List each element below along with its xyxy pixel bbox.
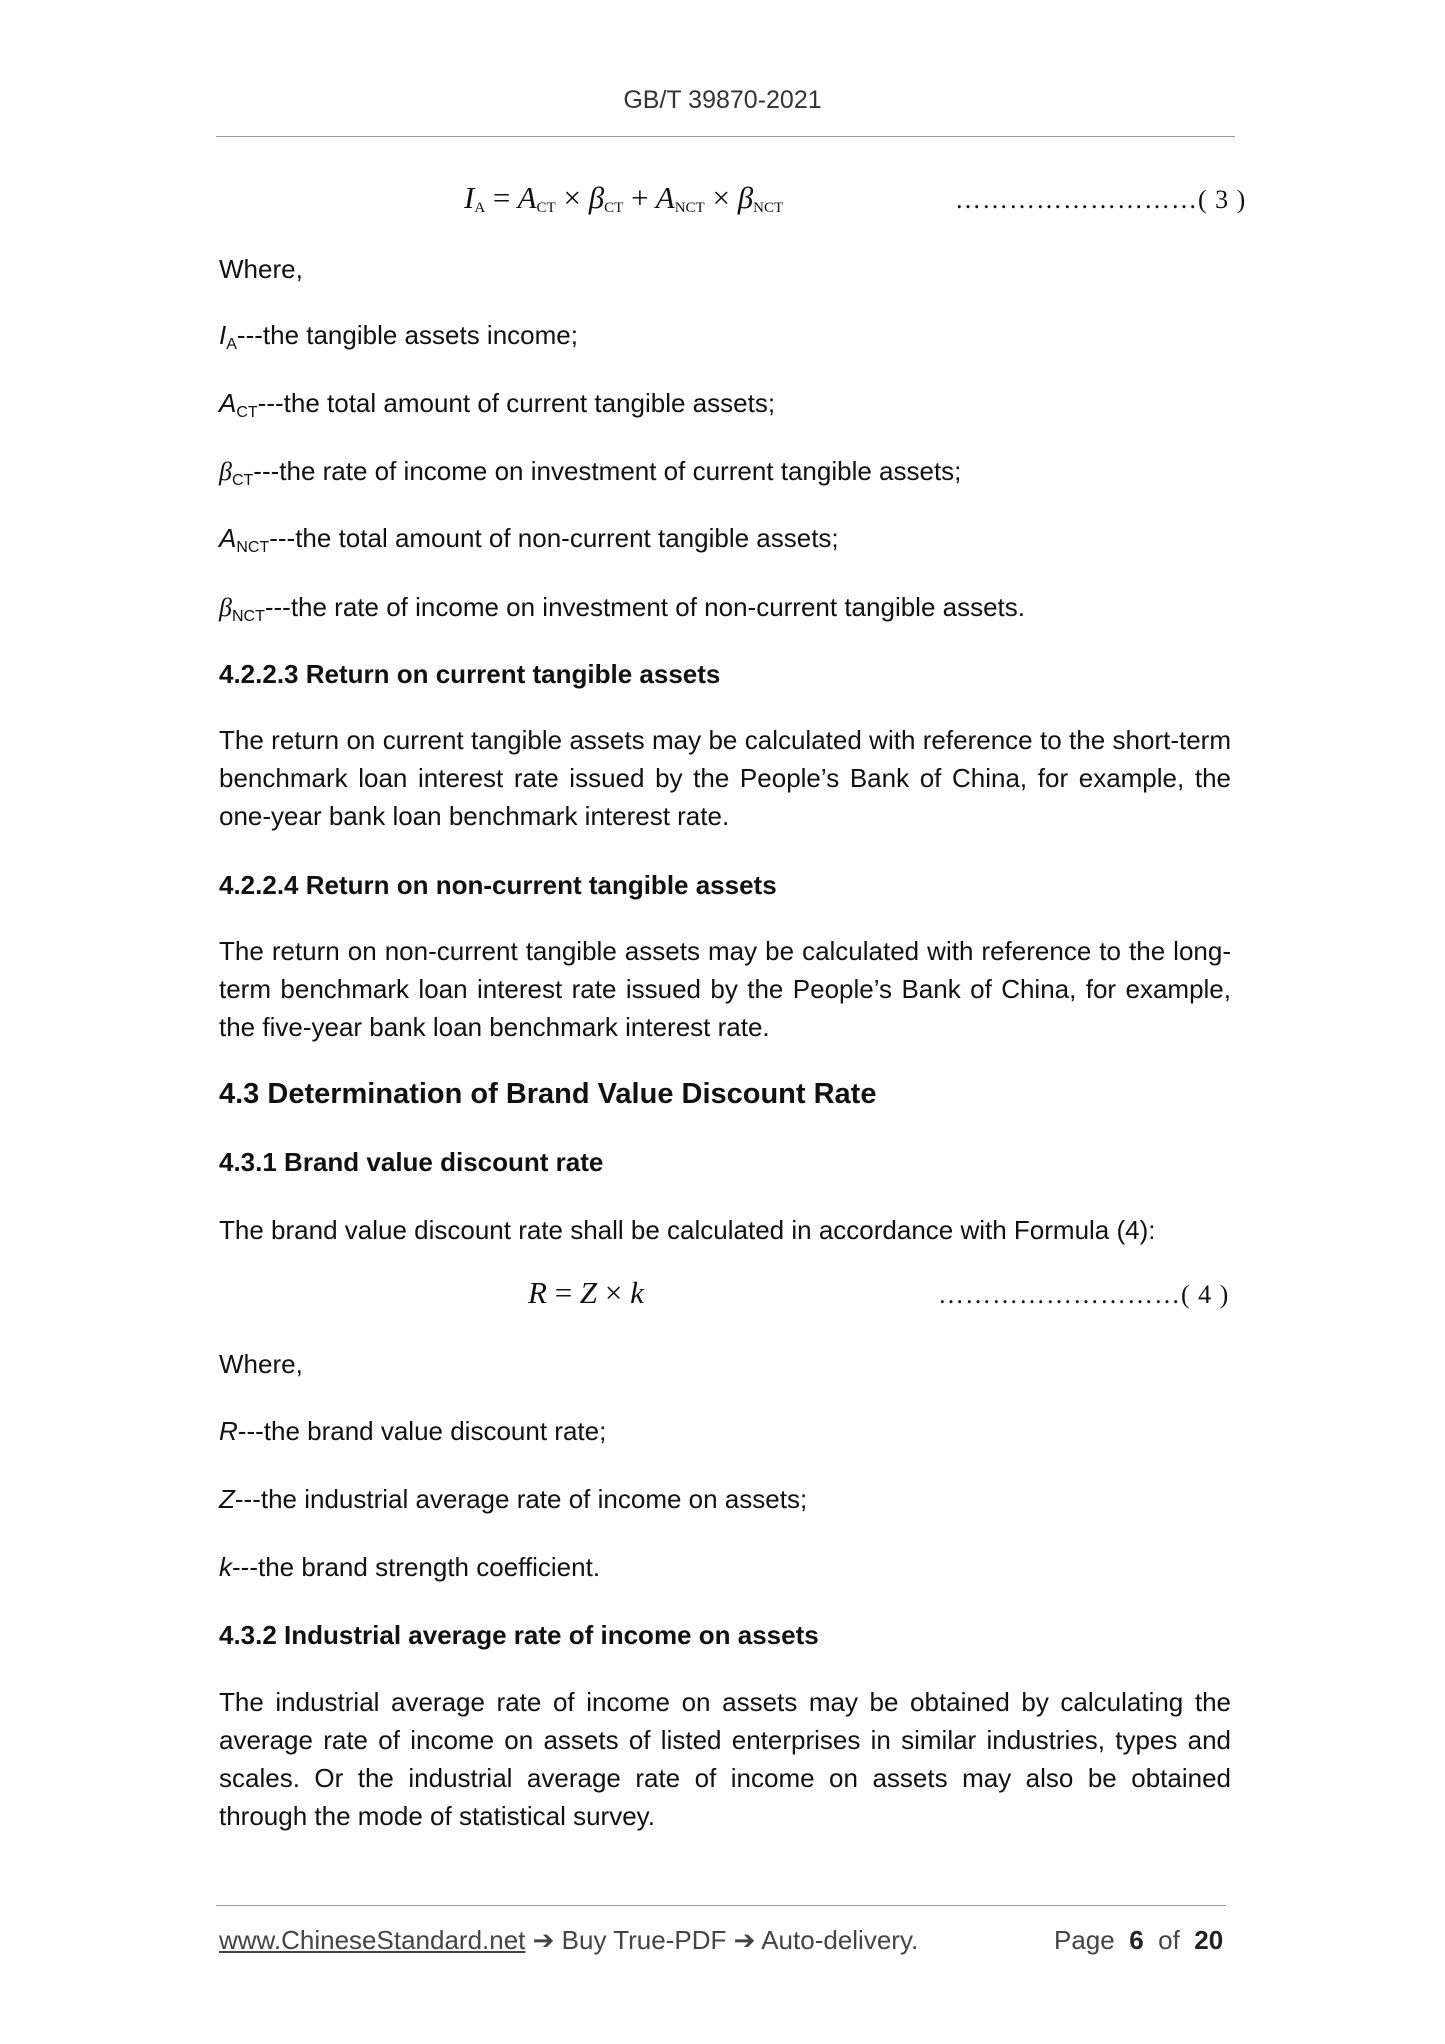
where-label: Where,: [219, 254, 303, 284]
formula-4-number: ………………………( 4 ): [938, 1280, 1230, 1309]
def-bnct: $\beta_{NCT}--$-the rate of income on investment of non-current tangible assets.: [219, 592, 1026, 625]
paragraph-4223: The return on current tangible assets may be calculated with reference to the short-term benchmark loan interest rate issued by the People’s Bank of China, for example, the one-year bank loan benchmark interest rate.: [219, 725, 1231, 831]
formula-3: $I_A = A_{CT} \times \beta_{CT} + A_{NCT} \times \beta_{NCT}$: [464, 180, 784, 216]
heading-4224: 4.2.2.4 Return on non-current tangible assets: [219, 870, 777, 900]
arrow-icon: ➔: [532, 1925, 555, 1955]
def-k: k---the brand strength coefficient.: [219, 1552, 601, 1582]
arrow-icon: ➔: [733, 1925, 756, 1955]
def-anct: $A_{NCT}--$-the total amount of non-current tangible assets;: [219, 523, 839, 556]
footer-site-link[interactable]: www.ChineseStandard.net: [219, 1925, 526, 1955]
def-ia: $I_A--$-the tangible assets income;: [219, 320, 578, 353]
def-z: Z---the industrial average rate of income on assets;: [219, 1484, 808, 1514]
def-bct: $\beta_{CT}--$-the rate of income on investment of current tangible assets;: [219, 456, 962, 489]
footer-divider: [216, 1905, 1226, 1906]
heading-4223: 4.2.2.3 Return on current tangible assets: [219, 659, 721, 689]
page-indicator: Page 6 of 20: [1054, 1925, 1224, 1955]
def-r: R---the brand value discount rate;: [219, 1416, 607, 1446]
heading-43: 4.3 Determination of Brand Value Discount Rate: [219, 1078, 877, 1110]
paragraph-432: The industrial average rate of income on assets may be obtained by calculating the average rate of income on assets of listed enterprises in similar industries, types and scales. Or the industrial average rate of income on assets may also be obtained through the mode of statistical survey.: [219, 1687, 1231, 1831]
heading-431: 4.3.1 Brand value discount rate: [219, 1147, 604, 1177]
formula-3-number: ………………………( 3 ): [955, 185, 1247, 214]
where-label-2: Where,: [219, 1349, 303, 1379]
document-header: GB/T 39870-2021: [623, 86, 822, 114]
paragraph-4224: The return on non-current tangible assets may be calculated with reference to the long-term benchmark loan interest rate issued by the People’s Bank of China, for example, the five-year bank loan benchmark interest rate.: [219, 936, 1231, 1042]
formula-4: R = Z × k: [528, 1275, 644, 1310]
def-act: $A_{CT}--$-the total amount of current tangible assets;: [219, 388, 776, 421]
footer-promo: www.ChineseStandard.net ➔ Buy True-PDF ➔ Auto-delivery.: [219, 1925, 919, 1955]
paragraph-431: The brand value discount rate shall be calculated in accordance with Formula (4):: [219, 1215, 1156, 1245]
heading-432: 4.3.2 Industrial average rate of income on assets: [219, 1620, 819, 1650]
header-divider: [216, 136, 1235, 137]
